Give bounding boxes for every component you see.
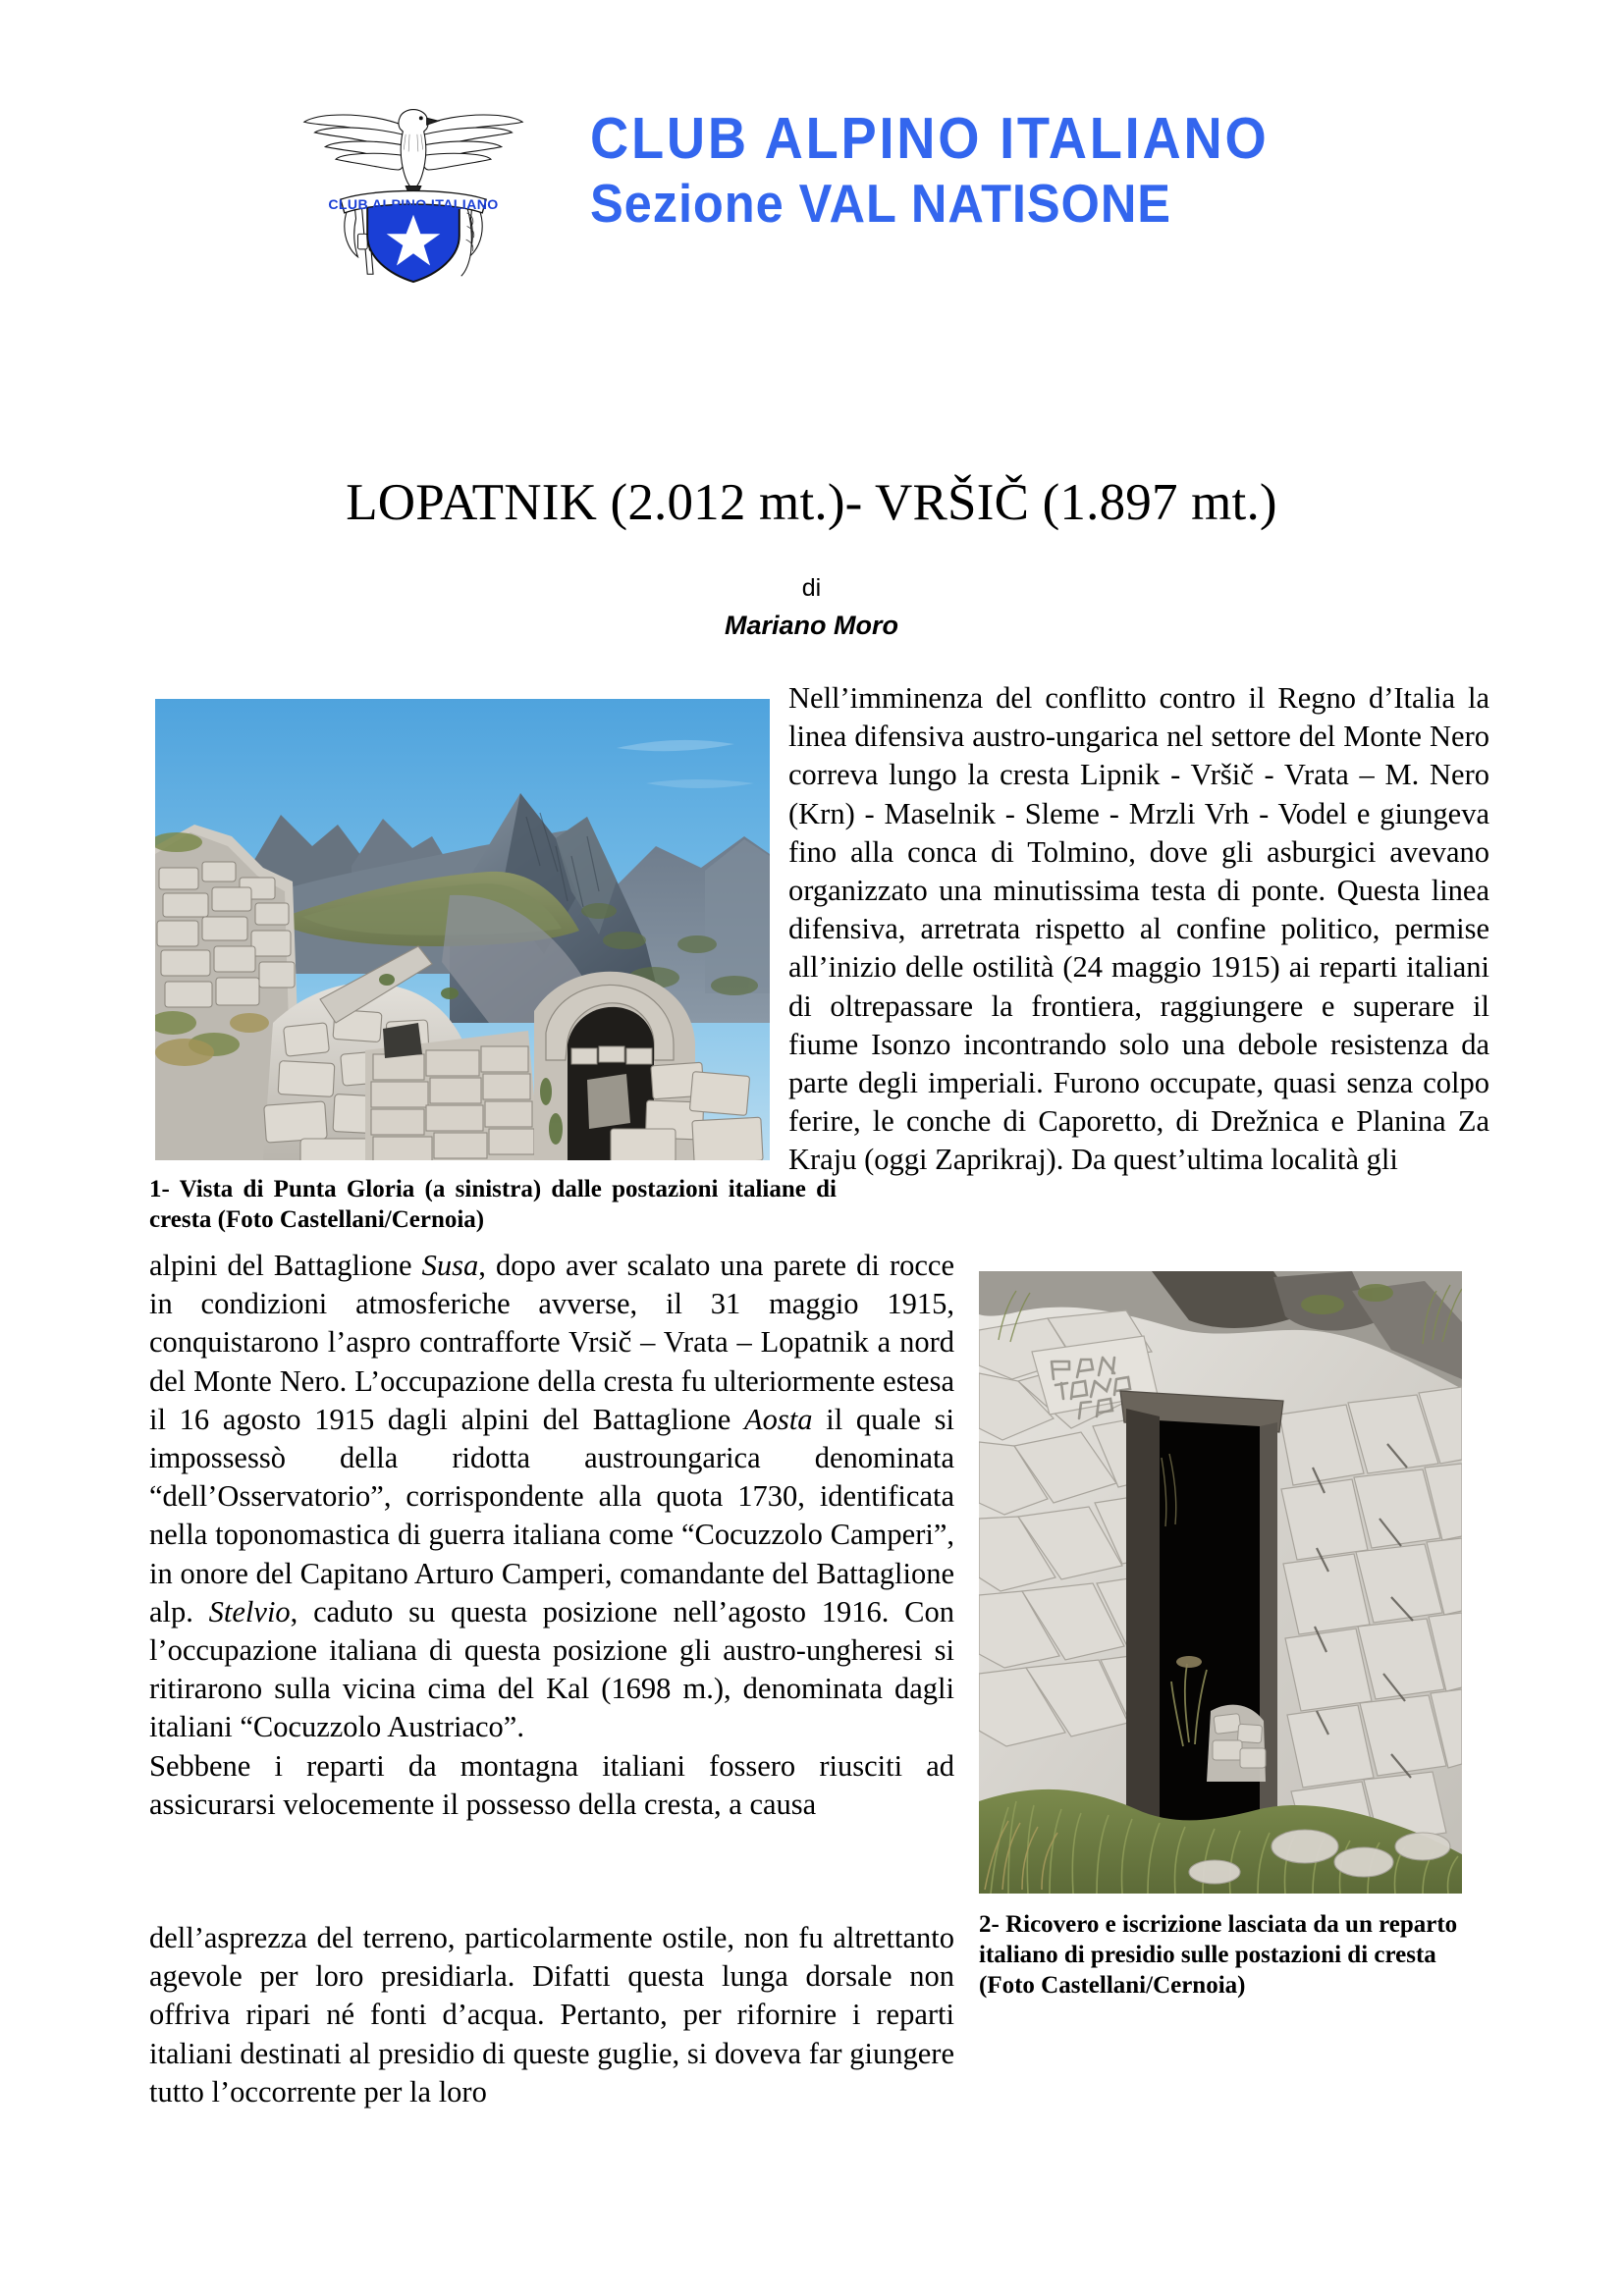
section-name: Sezione VAL NATISONE xyxy=(589,172,1171,234)
byline-preposition: di xyxy=(801,574,822,602)
figure-2-photo xyxy=(979,1271,1462,1894)
figure-1-photo xyxy=(155,699,770,1160)
cai-eagle-shield-logo xyxy=(296,92,531,284)
byline-author: Mariano Moro xyxy=(724,611,898,640)
masthead-text xyxy=(590,108,1328,233)
figure-1-caption: 1- Vista di Punta Gloria (a sinistra) dalle postazioni italiane di cresta (Foto Castellani/Cernoia) xyxy=(149,1176,837,1233)
body-paragraph-intro: Nell’imminenza del conflitto contro il Regno d’Italia la linea difensiva austro-ungarica nel settore del Monte Nero correva lungo la cresta Lipnik - Vršič - Vrata – M. Nero (Krn) - Maselnik - Sleme - Mrzli Vrh - Vodel e giungeva fino alla conca di Tolmino, dove gli asburgici avevano organizzato una minutissima testa di ponte. Questa linea difensiva, arretrata rispetto al confine politico, permise all’inizio delle ostilità (24 maggio 1915) ai reparti italiani di oltrepassare la frontiera, raggiungere e superare il fiume Isonzo incontrando solo una debole resistenza da parte degli imperiali. Furono occupate, quasi senza colpo ferire, le conche di Caporetto, di Drežnica e Planina Za Kraju (oggi Zaprikraj). Da quest’ultima località gli xyxy=(788,681,1489,1177)
page-title: LOPATNIK (2.012 mt.)- VRŠIČ (1.897 mt.) xyxy=(346,474,1277,531)
organization-name: CLUB ALPINO ITALIANO xyxy=(589,106,1270,171)
body-paragraph-continuation: dell’asprezza del terreno, particolarmente ostile, non fu altrettanto agevole per loro presidiarla. Difatti questa lunga dorsale non offriva ripari né fonti d’acqua. Pertanto, per rifornire i reparti italiani destinati al presidio di queste guglie, si doveva far giungere tutto l’occorrente per la loro xyxy=(149,1921,954,2109)
figure-2-caption: 2- Ricovero e iscrizione lasciata da un reparto italiano di presidio sulle postazioni di cresta (Foto Castellani/Cernoia) xyxy=(979,1911,1458,1999)
masthead xyxy=(0,86,1623,283)
logo-banner-text: CLUB ALPINO ITALIANO xyxy=(328,195,499,212)
body-paragraph-main: alpini del Battaglione Susa, dopo aver scalato una parete di rocce in condizioni atmosferiche avverse, il 31 maggio 1915, conquistarono l’aspro contrafforte Vrsič – Vrata – Lopatnik a nord del Monte Nero. L’occupazione della cresta fu ulteriormente estesa il 16 agosto 1915 dagli alpini del Battaglione Aosta il quale si impossessò della ridotta austroungarica denominata “dell’Osservatorio”, corrispondente alla quota 1730, identificata nella toponomastica di guerra italiana come “Cocuzzolo Camperi”, in onore del Capitano Arturo Camperi, comandante del Battaglione alp. Stelvio, caduto su questa posizione nell’agosto 1916. Con l’occupazione italiana di questa posizione gli austro-ungheresi si ritirarono sulla vicina cima del Kal (1698 m.), denominata dagli italiani “Cocuzzolo Austriaco”. Sebbene i reparti da montagna italiani fossero riusciti ad assicurarsi velocemente il possesso della cresta, a causa xyxy=(149,1249,954,1821)
